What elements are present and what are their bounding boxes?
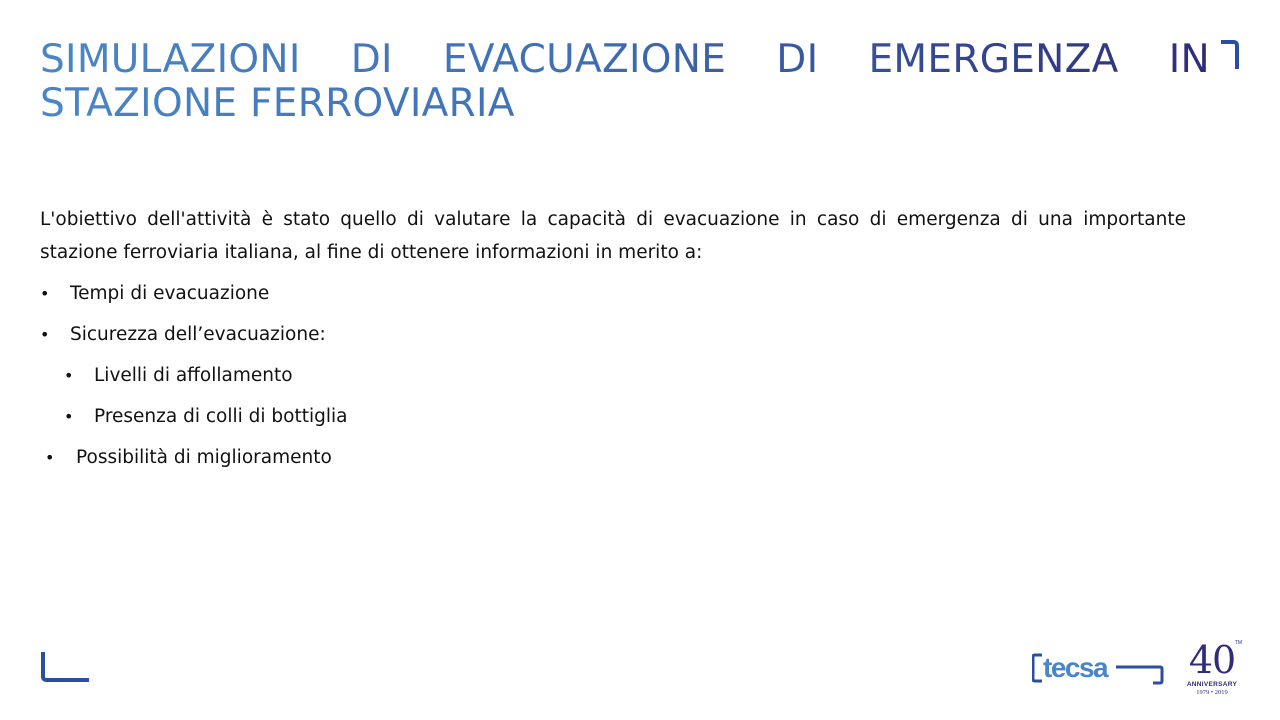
bullet-item [40,437,1186,478]
tecsa-logo-text: tecsa [1043,652,1108,683]
bullet-text: Sicurezza dell’evacuazione: [70,324,326,345]
bullet-item [40,314,1186,355]
slide-title [40,38,1210,126]
intro-paragraph: L'obiettivo dell'attività è stato quello di valutare la capacità di evacuazione in caso di emergenza di una importante stazione ferroviaria italiana, al fine di ottenere informazioni in merito a: [40,209,1186,263]
anniversary-logo [1180,640,1244,702]
bullet-icon: • [64,366,74,385]
bullet-text: Livelli di affollamento [94,365,293,386]
bullet-icon: • [45,448,55,467]
bullet-text: Tempi di evacuazione [70,283,270,304]
bullet-text: Possibilità di miglioramento [76,447,332,468]
sub-bullet-item [40,355,1186,396]
slide-title-line-2: STAZIONE FERROVIARIA [40,81,515,126]
anniversary-label: ANNIVERSARY [1186,681,1238,688]
bullet-icon: • [40,325,50,344]
slide-title-line-1: SIMULAZIONI DI EVACUAZIONE DI EMERGENZA IN [40,37,1210,82]
anniversary-number: 40 [1188,638,1236,682]
anniversary-trademark: TM [1234,640,1242,646]
corner-bracket-top-right [1221,40,1239,69]
bullet-list [40,273,1186,478]
bullet-text: Presenza di colli di bottiglia [94,406,348,427]
sub-bullet-item [40,396,1186,437]
bullet-icon: • [64,407,74,426]
bullet-icon: • [40,284,50,303]
corner-bracket-bottom-left [41,652,89,682]
tecsa-logo [1032,650,1164,686]
slide-body [40,203,1186,478]
bullet-item [40,273,1186,314]
anniversary-years: 1979 • 2019 [1196,689,1228,696]
